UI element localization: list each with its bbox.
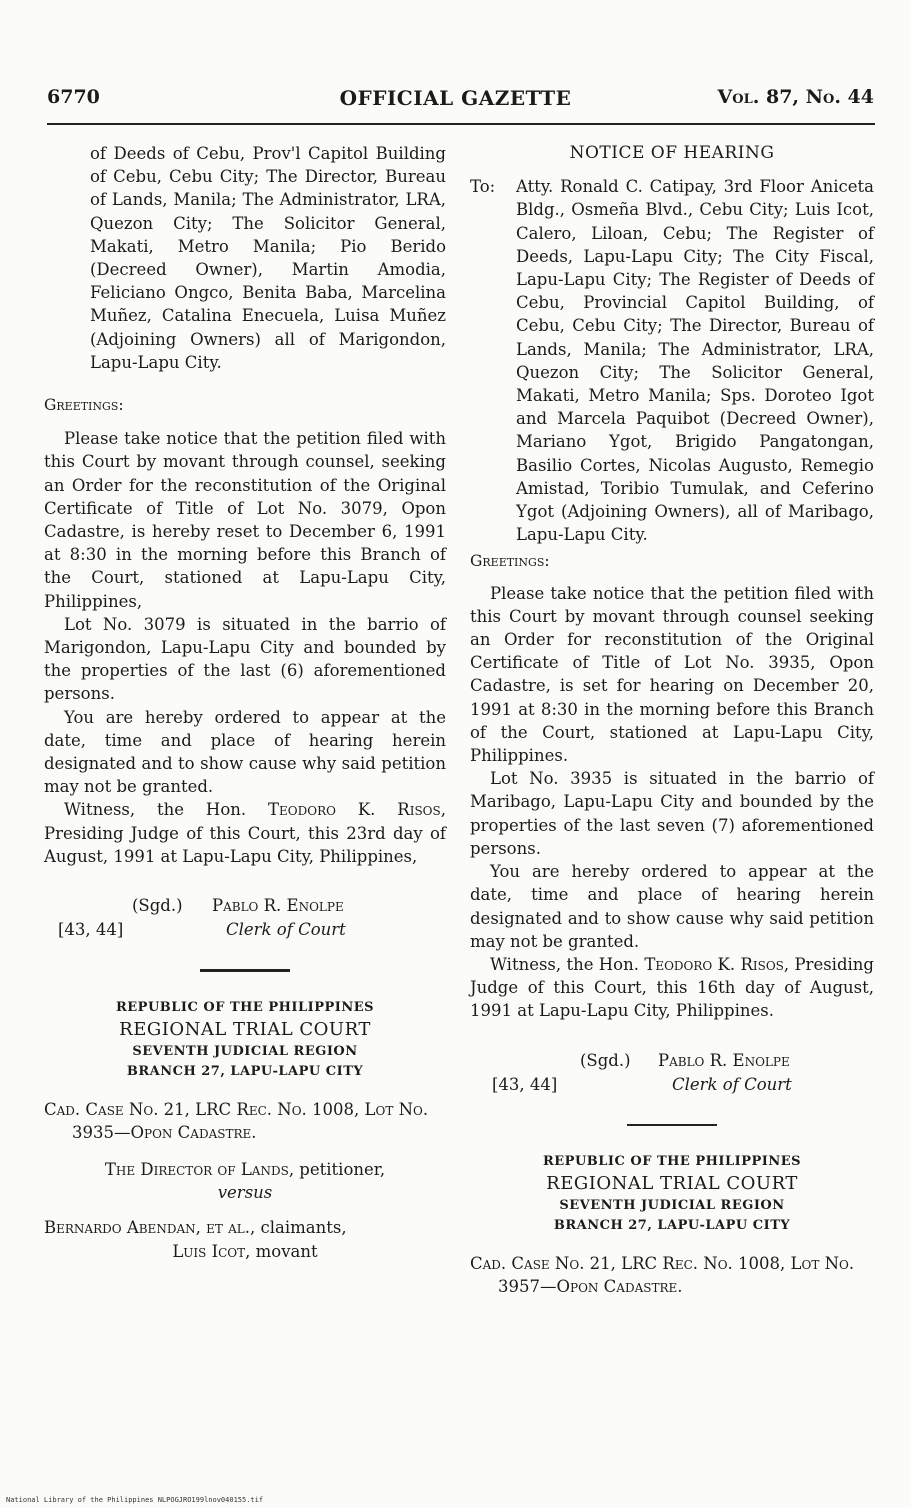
greetings-label: Greetings: <box>470 552 550 571</box>
header-rule <box>47 123 875 125</box>
notice-paragraph-1: Please take notice that the petition filed with this Court by movant through counsel seeking an Order for reconstitution of the Original Certificate of Title of Lot No. 3935, Opon Cadastre, is set for hearing on December 20, 1991 at 8:30 in the morning before this Branch of the Court, stationed at Lapu-Lapu City, Philippines. <box>470 583 874 766</box>
case-number: Cad. Case No. 21, LRC Rec. No. 1008, Lot No. 3957—Opon Cadastre. <box>470 1254 855 1297</box>
signatory-name: Pablo R. Enolpe <box>212 896 344 916</box>
court-heading: REGIONAL TRIAL COURT <box>119 1018 371 1040</box>
left-column <box>44 142 446 1263</box>
signed-mark: (Sgd.) <box>132 896 183 916</box>
signature-block <box>470 1049 874 1099</box>
signature-block <box>44 894 446 944</box>
gazette-title: OFFICIAL GAZETTE <box>339 86 572 110</box>
notice-paragraph-3: You are hereby ordered to appear at the date, time and place of hearing herein designated and to show cause why said petition may not be granted. <box>470 862 874 951</box>
notice-paragraph-1: Please take notice that the petition filed with this Court by movant through counsel, seeking an Order for the reconstitution of the Original Certificate of Title of Lot No. 3079, Opon Cadastre, is hereby reset to December 6, 1991 at 8:30 in the morning before this Branch of the Court, stationed at Lapu-Lapu City, Philippines, <box>44 429 446 611</box>
continued-address: of Deeds of Cebu, Prov'l Capitol Building of Cebu, Cebu City; The Director, Bureau of Lands, Manila; The Administrator, LRA, Quezon City; The Solicitor General, Makati, Metro Manila; Pio Berido (Decreed Owner), Martin Amodia, Feliciano Ongco, Benita Baba, Marcelina Muñez, Catalina Enecuela, Luisa Muñez (Adjoining Owners) all of Marigondon, Lapu-Lapu City. <box>90 144 446 372</box>
petitioner-line: The Director of Lands, petitioner, <box>104 1160 386 1179</box>
claimants-line: Bernardo Abendan, et al., claimants, <box>44 1218 347 1238</box>
movant-line: Luis Icot, movant <box>172 1241 318 1261</box>
to-label: To: <box>470 177 496 197</box>
signatory-role: Clerk of Court <box>226 920 346 940</box>
witness-paragraph: Witness, the Hon. Teodoro K. Risos, Presiding Judge of this Court, this 16th day of August, 1991 at Lapu-Lapu City, Philippines. <box>470 954 874 1021</box>
addressee-list: Atty. Ronald C. Catipay, 3rd Floor Aniceta Bldg., Osmeña Blvd., Cebu City; Luis Icot, Calero, Liloan, Cebu; The Register of Deeds, Lapu-Lapu City; The City Fiscal, Lapu-Lapu City; The Register of Deeds of Cebu, Provincial Capitol Building, of Cebu, Cebu City; The Director, Bureau of Lands, Manila; The Administrator, LRA, Quezon City; The Solicitor General, Makati, Metro Manila; Sps. Doroteo Igot and Marcela Paquibot (Decreed Owner), Mariano Ygot, Brigido Pangatongan, Basilio Cortes, Nicolas Augusto, Remegio Amistad, Toribio Tumulak, and Ceferino Ygot (Adjoining Owners), all of Maribago, Lapu-Lapu City. <box>516 177 874 545</box>
notice-paragraph-2: Lot No. 3079 is situated in the barrio of Marigondon, Lapu-Lapu City and bounded by the properties of the last (6) aforementioned persons. <box>44 614 446 704</box>
page-header <box>0 86 911 116</box>
right-column <box>470 142 874 1298</box>
region-heading: SEVENTH JUDICIAL REGION <box>559 1198 785 1214</box>
volume-number: Vol. 87, No. 44 <box>717 86 874 108</box>
witness-paragraph: Witness, the Hon. Teodoro K. Risos, Presiding Judge of this Court, this 23rd day of August, 1991 at Lapu-Lapu City, Philippines, <box>44 800 446 866</box>
signatory-role: Clerk of Court <box>672 1074 792 1094</box>
issue-numbers: [43, 44] <box>58 920 124 940</box>
judge-name: Teodoro K. Risos <box>644 954 784 974</box>
branch-heading: BRANCH 27, LAPU-LAPU CITY <box>126 1063 364 1079</box>
issue-numbers: [43, 44] <box>492 1074 558 1094</box>
case-number: Cad. Case No. 21, LRC Rec. No. 1008, Lot No. 3935—Opon Cadastre. <box>44 1099 429 1142</box>
page-number: 6770 <box>47 86 100 108</box>
notice-paragraph-3: You are hereby ordered to appear at the date, time and place of hearing herein designated and to show cause why said petition may not be granted. <box>44 707 446 797</box>
republic-heading: REPUBLIC OF THE PHILIPPINES <box>542 1154 802 1170</box>
notice-title: NOTICE OF HEARING <box>569 143 775 163</box>
addressees <box>470 175 874 546</box>
court-heading: REGIONAL TRIAL COURT <box>546 1173 798 1195</box>
section-divider <box>627 1124 717 1127</box>
republic-heading: REPUBLIC OF THE PHILIPPINES <box>115 999 375 1015</box>
signed-mark: (Sgd.) <box>580 1050 631 1070</box>
notice-paragraph-2: Lot No. 3935 is situated in the barrio of Maribago, Lapu-Lapu City and bounded by the properties of the last seven (7) aforementioned persons. <box>470 769 874 858</box>
branch-heading: BRANCH 27, LAPU-LAPU CITY <box>553 1218 791 1234</box>
greetings-label: Greetings: <box>44 396 124 415</box>
scan-footer: National Library of the Philippines NLPOGJRO199lnov040155.tif <box>6 1496 264 1504</box>
section-divider <box>200 969 290 972</box>
signatory-name: Pablo R. Enolpe <box>658 1050 790 1070</box>
judge-name: Teodoro K. Risos <box>268 800 441 820</box>
versus-label: versus <box>217 1183 273 1203</box>
region-heading: SEVENTH JUDICIAL REGION <box>132 1043 358 1059</box>
